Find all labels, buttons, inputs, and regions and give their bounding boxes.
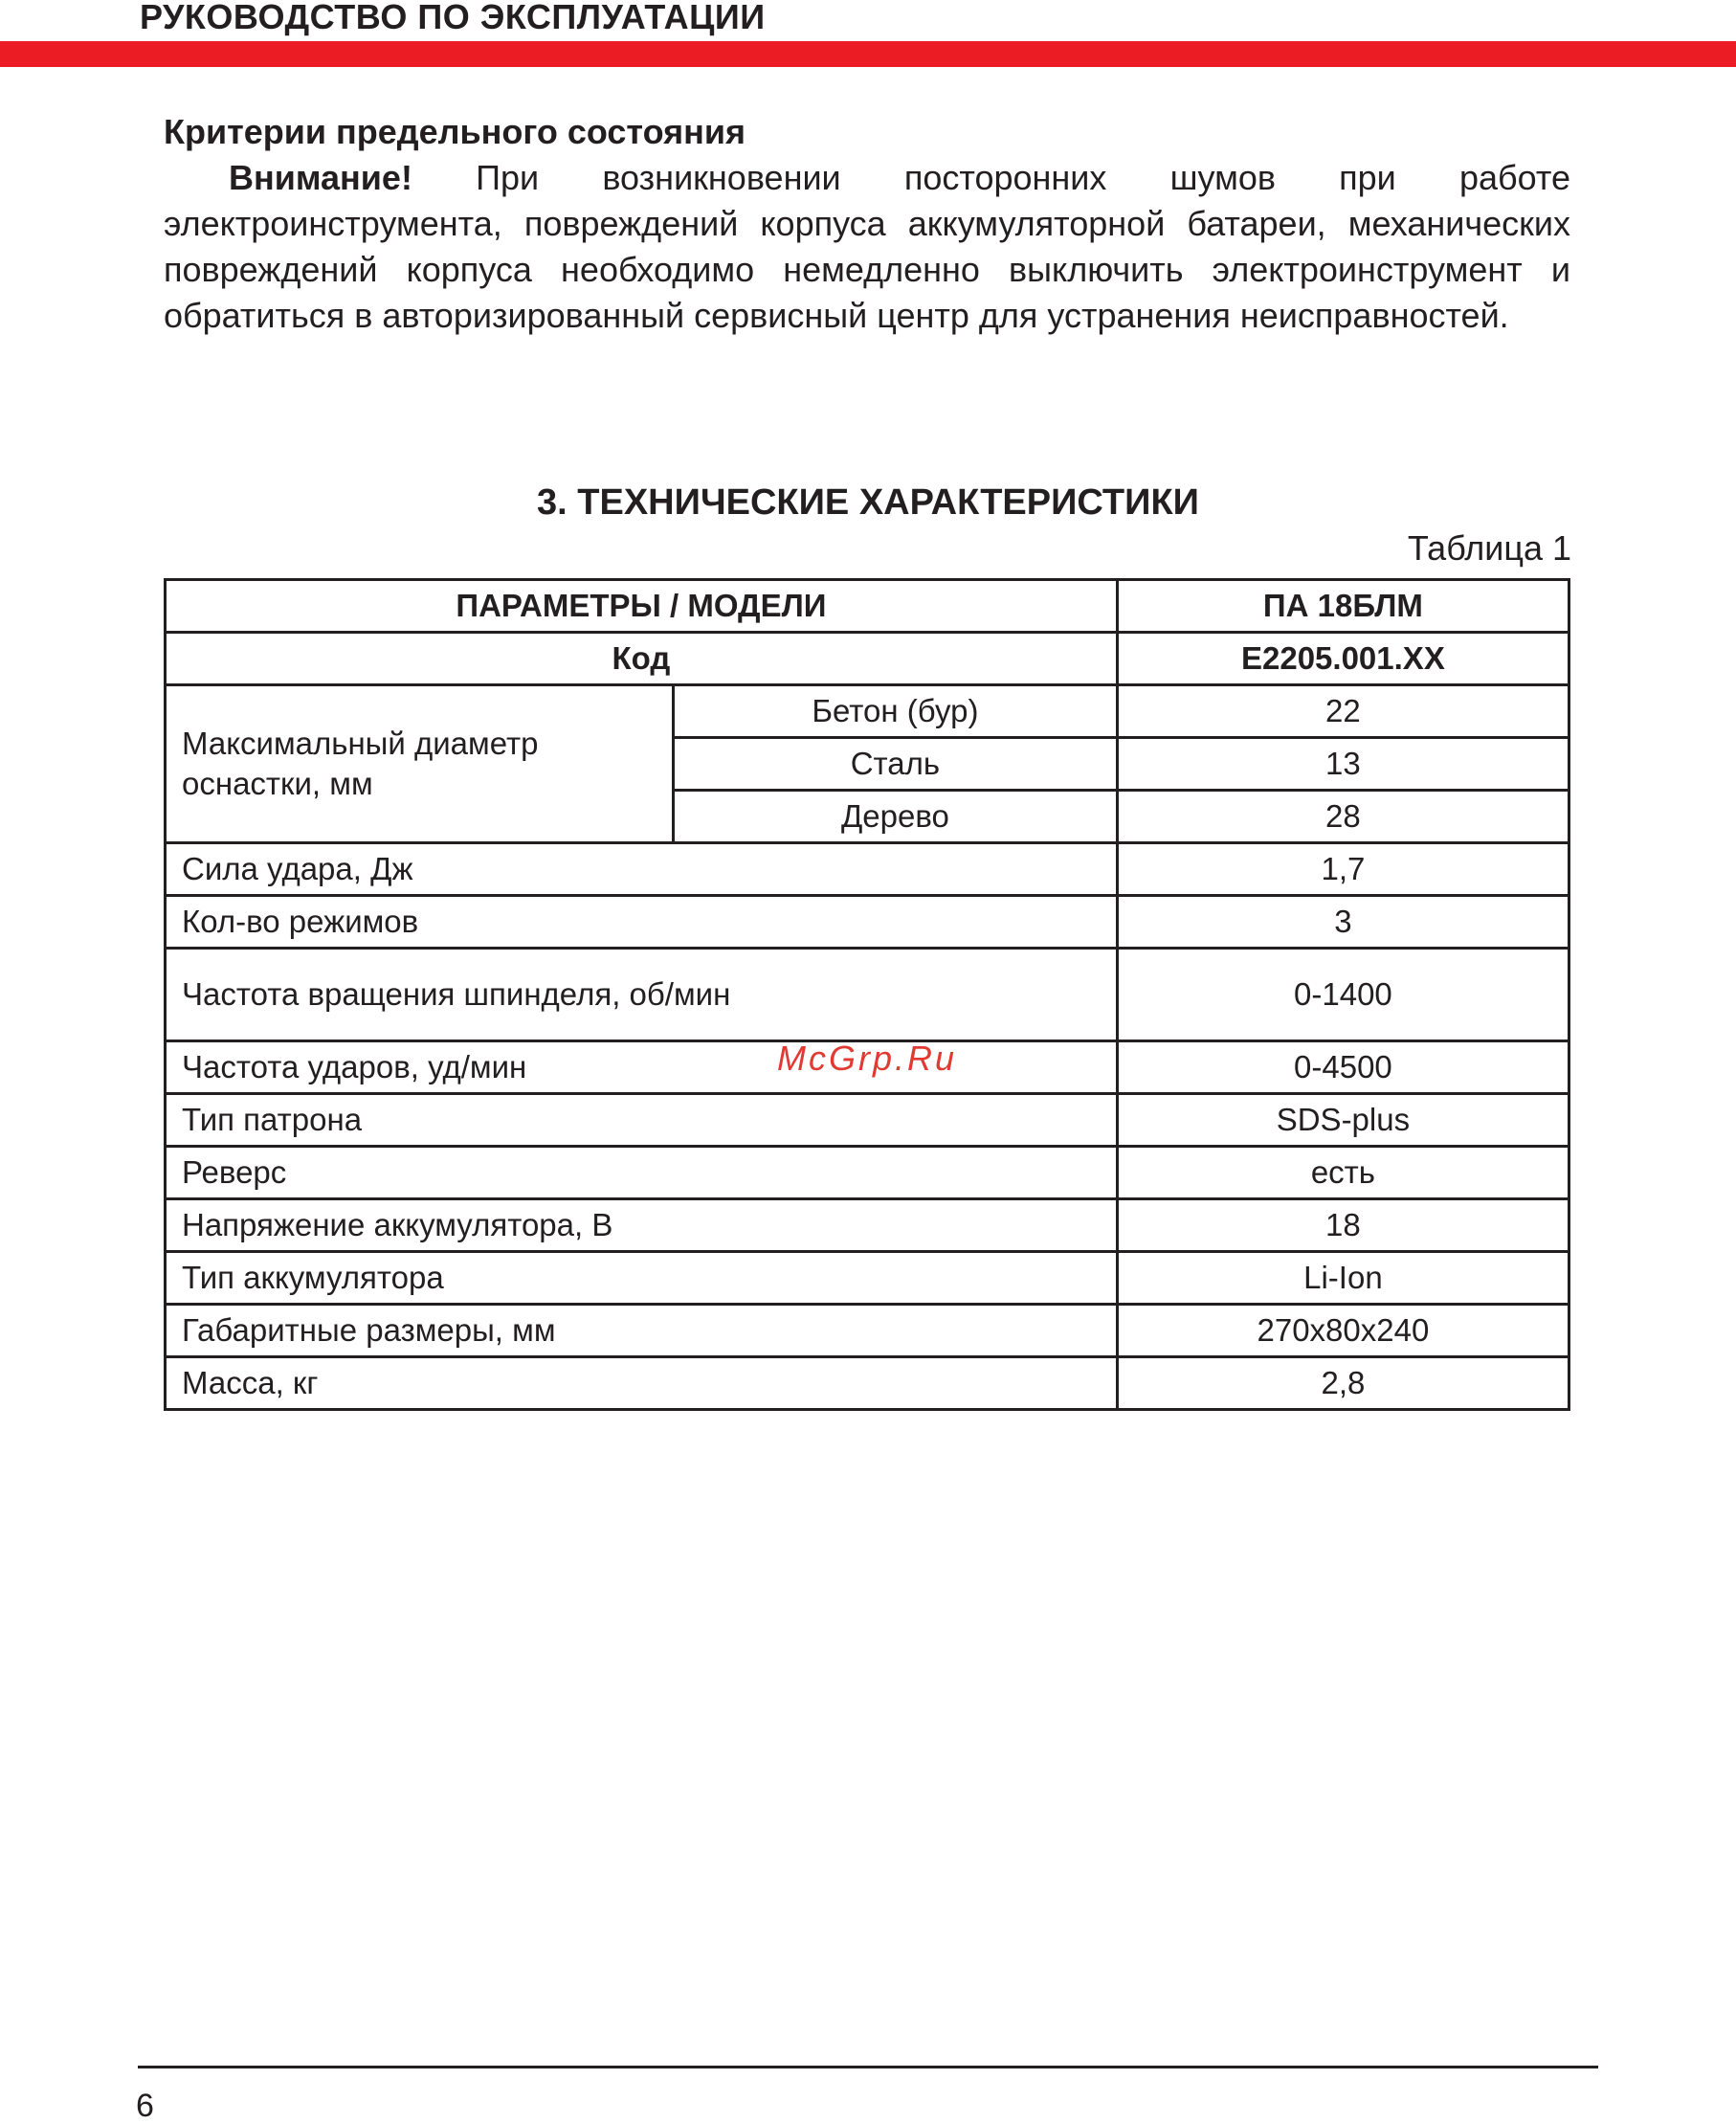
table-row bbox=[166, 949, 1569, 1041]
limit-state-criteria-section bbox=[164, 109, 1570, 339]
param-cell: Частота вращения шпинделя, об/мин bbox=[166, 949, 1118, 1041]
header-param-cell: ПАРАМЕТРЫ / МОДЕЛИ bbox=[166, 580, 1118, 633]
table-header-row bbox=[166, 580, 1569, 633]
diameter-value-cell: 22 bbox=[1117, 685, 1569, 738]
table-row bbox=[166, 1305, 1569, 1357]
table-row bbox=[166, 843, 1569, 896]
document-header-title: РУКОВОДСТВО ПО ЭКСПЛУАТАЦИИ bbox=[140, 0, 766, 36]
code-label-cell: Код bbox=[166, 633, 1118, 685]
param-cell: Частота ударов, уд/мин bbox=[166, 1041, 1118, 1094]
param-cell: Реверс bbox=[166, 1147, 1118, 1199]
watermark: McGrp.Ru bbox=[777, 1039, 958, 1078]
diameter-material-cell: Дерево bbox=[674, 791, 1118, 843]
value-cell: 0-1400 bbox=[1117, 949, 1569, 1041]
diameter-value-cell: 13 bbox=[1117, 738, 1569, 791]
param-cell: Тип аккумулятора bbox=[166, 1252, 1118, 1305]
diameter-label-cell: Максимальный диаметр оснастки, мм bbox=[166, 685, 674, 843]
value-cell: 270x80x240 bbox=[1117, 1305, 1569, 1357]
code-row bbox=[166, 633, 1569, 685]
value-cell: SDS-plus bbox=[1117, 1094, 1569, 1147]
value-cell: Li-Ion bbox=[1117, 1252, 1569, 1305]
page-number: 6 bbox=[136, 2088, 154, 2124]
specifications-table bbox=[164, 578, 1570, 1411]
attention-label: Внимание! bbox=[229, 158, 412, 197]
criteria-title: Критерии предельного состояния bbox=[164, 112, 746, 151]
criteria-body: При возникновении посторонних шумов при работе электроинструмента, повреждений корпуса аккумуляторной батареи, механических повреждений корпуса необходимо немедленно выключить электроинструмент и обратиться в авторизированный сервисный центр для устранения неисправностей. bbox=[164, 158, 1570, 335]
table-row bbox=[166, 896, 1569, 949]
param-cell: Кол-во режимов bbox=[166, 896, 1118, 949]
table-row bbox=[166, 1147, 1569, 1199]
table-row bbox=[166, 1252, 1569, 1305]
value-cell: 1,7 bbox=[1117, 843, 1569, 896]
value-cell: 18 bbox=[1117, 1199, 1569, 1252]
diameter-material-cell: Бетон (бур) bbox=[674, 685, 1118, 738]
header-accent-band bbox=[0, 41, 1736, 67]
diameter-value-cell: 28 bbox=[1117, 791, 1569, 843]
value-cell: есть bbox=[1117, 1147, 1569, 1199]
footer-divider bbox=[138, 2066, 1598, 2068]
table-row bbox=[166, 1199, 1569, 1252]
param-cell: Сила удара, Дж bbox=[166, 843, 1118, 896]
section-title-text: 3. ТЕХНИЧЕСКИЕ ХАРАКТЕРИСТИКИ bbox=[537, 482, 1199, 523]
param-cell: Габаритные размеры, мм bbox=[166, 1305, 1118, 1357]
header-model-cell: ПА 18БЛМ bbox=[1117, 580, 1569, 633]
param-cell: Тип патрона bbox=[166, 1094, 1118, 1147]
diameter-material-cell: Сталь bbox=[674, 738, 1118, 791]
param-cell: Напряжение аккумулятора, В bbox=[166, 1199, 1118, 1252]
criteria-paragraph bbox=[164, 155, 1570, 339]
param-cell: Масса, кг bbox=[166, 1357, 1118, 1410]
code-value-cell: E2205.001.XX bbox=[1117, 633, 1569, 685]
section-title bbox=[0, 479, 1736, 526]
value-cell: 3 bbox=[1117, 896, 1569, 949]
table-row bbox=[166, 685, 1569, 738]
table-label: Таблица 1 bbox=[1407, 528, 1571, 568]
value-cell: 0-4500 bbox=[1117, 1041, 1569, 1094]
table-row bbox=[166, 1094, 1569, 1147]
value-cell: 2,8 bbox=[1117, 1357, 1569, 1410]
table-row bbox=[166, 1357, 1569, 1410]
